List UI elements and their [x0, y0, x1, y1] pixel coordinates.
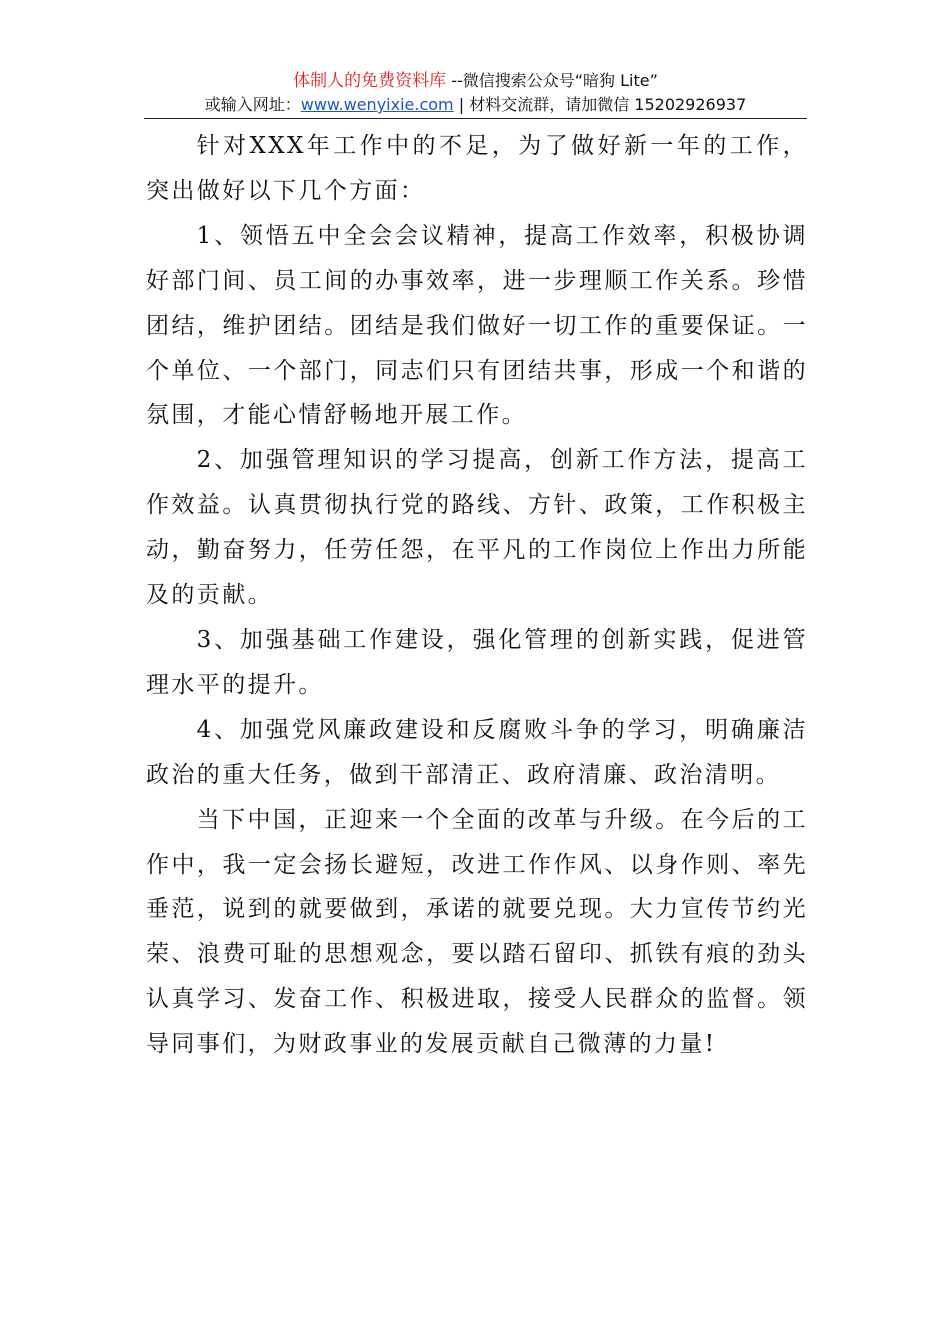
website-link[interactable]: www.wenyixie.com	[300, 95, 454, 114]
header-tagline: --微信搜索公众号“暗狗 Lite”	[446, 71, 658, 90]
paragraph-intro: 针对XXX年工作中的不足，为了做好新一年的工作，突出做好以下几个方面：	[146, 133, 808, 204]
contact-info: | 材料交流群，请加微信 15202926937	[453, 95, 747, 114]
paragraph-item-1: 1、领悟五中全会会议精神，提高工作效率，积极协调好部门间、员工间的办事效率，进一步理顺工作关系。珍惜团结，维护团结。团结是我们做好一切工作的重要保证。一个单位、一个部门，同志们只有团结共事，形成一个和谐的氛围，才能心情舒畅地开展工作。	[146, 222, 808, 429]
page-header	[144, 68, 807, 116]
paragraph-conclusion: 当下中国，正迎来一个全面的改革与升级。在今后的工作中，我一定会扬长避短，改进工作作风、以身作则、率先垂范，说到的就要做到，承诺的就要兑现。大力宣传节约光荣、浪费可耻的思想观念，要以踏石留印、抓铁有痕的劲头认真学习、发奋工作、积极进取，接受人民群众的监督。领导同事们，为财政事业的发展贡献自己微薄的力量!	[146, 806, 808, 1058]
paragraph-item-3: 3、加强基础工作建设，强化管理的创新实践，促进管理水平的提升。	[146, 626, 808, 698]
header-promo-line	[144, 68, 807, 94]
brand-title: 体制人的免费资料库	[293, 71, 447, 91]
url-prefix-label: 或输入网址：	[204, 95, 301, 114]
document-body	[146, 124, 808, 1067]
paragraph-item-4: 4、加强党风廉政建设和反腐败斗争的学习，明确廉洁政治的重大任务，做到干部清正、政府清廉、政治清明。	[146, 716, 808, 788]
paragraph-item-2: 2、加强管理知识的学习提高，创新工作方法，提高工作效益。认真贯彻执行党的路线、方针、政策，工作积极主动，勤奋努力，任劳任怨，在平凡的工作岗位上作出力所能及的贡献。	[146, 447, 808, 609]
header-divider	[144, 118, 807, 119]
header-contact-line	[144, 94, 807, 116]
